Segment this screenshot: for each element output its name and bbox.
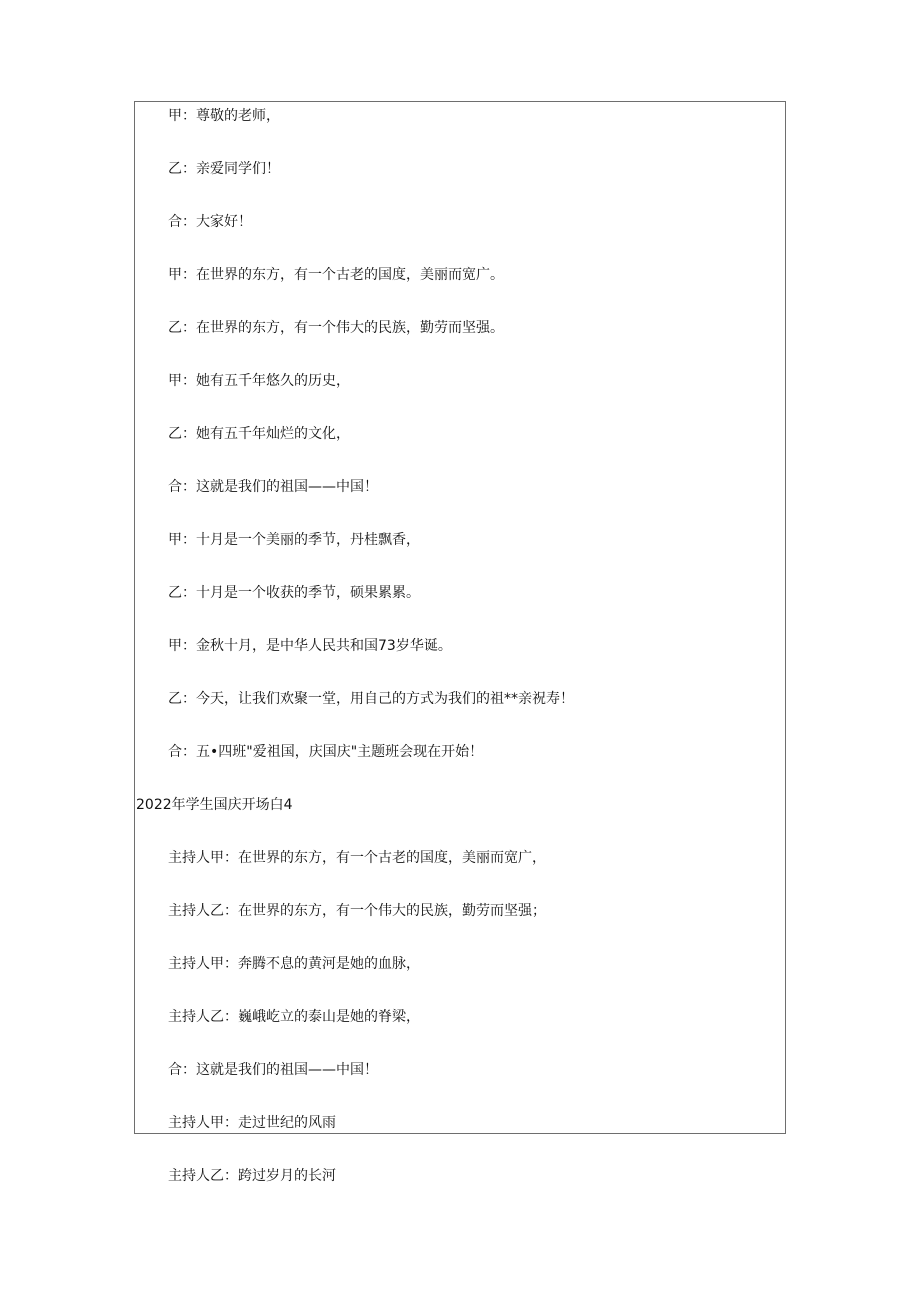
dialogue-line: 合：这就是我们的祖国——中国！	[168, 1062, 378, 1078]
dialogue-line: 主持人甲：奔腾不息的黄河是她的血脉，	[168, 956, 420, 972]
section-heading: 2022年学生国庆开场白4	[136, 797, 293, 813]
dialogue-line: 乙：她有五千年灿烂的文化，	[168, 426, 350, 442]
dialogue-line: 乙：十月是一个收获的季节，硕果累累。	[168, 585, 420, 601]
dialogue-line: 主持人乙：巍峨屹立的泰山是她的脊梁，	[168, 1009, 420, 1025]
dialogue-line: 合：五•四班"爱祖国，庆国庆"主题班会现在开始！	[168, 744, 484, 760]
dialogue-line: 甲：她有五千年悠久的历史，	[168, 373, 350, 389]
dialogue-line: 主持人乙：在世界的东方，有一个伟大的民族，勤劳而坚强；	[168, 903, 546, 919]
dialogue-line: 甲：十月是一个美丽的季节，丹桂飘香，	[168, 532, 420, 548]
dialogue-line: 合：这就是我们的祖国——中国！	[168, 479, 378, 495]
dialogue-line: 乙：亲爱同学们！	[168, 161, 280, 177]
dialogue-line: 乙：今天，让我们欢聚一堂，用自己的方式为我们的祖**亲祝寿！	[168, 691, 574, 707]
dialogue-line: 主持人乙：跨过岁月的长河	[168, 1168, 336, 1184]
page-frame	[134, 101, 786, 1134]
dialogue-line: 主持人甲：走过世纪的风雨	[168, 1115, 336, 1131]
dialogue-line: 主持人甲：在世界的东方，有一个古老的国度，美丽而宽广，	[168, 850, 546, 866]
dialogue-line: 甲：在世界的东方，有一个古老的国度，美丽而宽广。	[168, 267, 504, 283]
dialogue-line: 甲：金秋十月，是中华人民共和国73岁华诞。	[168, 638, 452, 654]
dialogue-line: 甲：尊敬的老师，	[168, 108, 280, 124]
dialogue-line: 乙：在世界的东方，有一个伟大的民族，勤劳而坚强。	[168, 320, 504, 336]
dialogue-line: 合：大家好！	[168, 214, 252, 230]
